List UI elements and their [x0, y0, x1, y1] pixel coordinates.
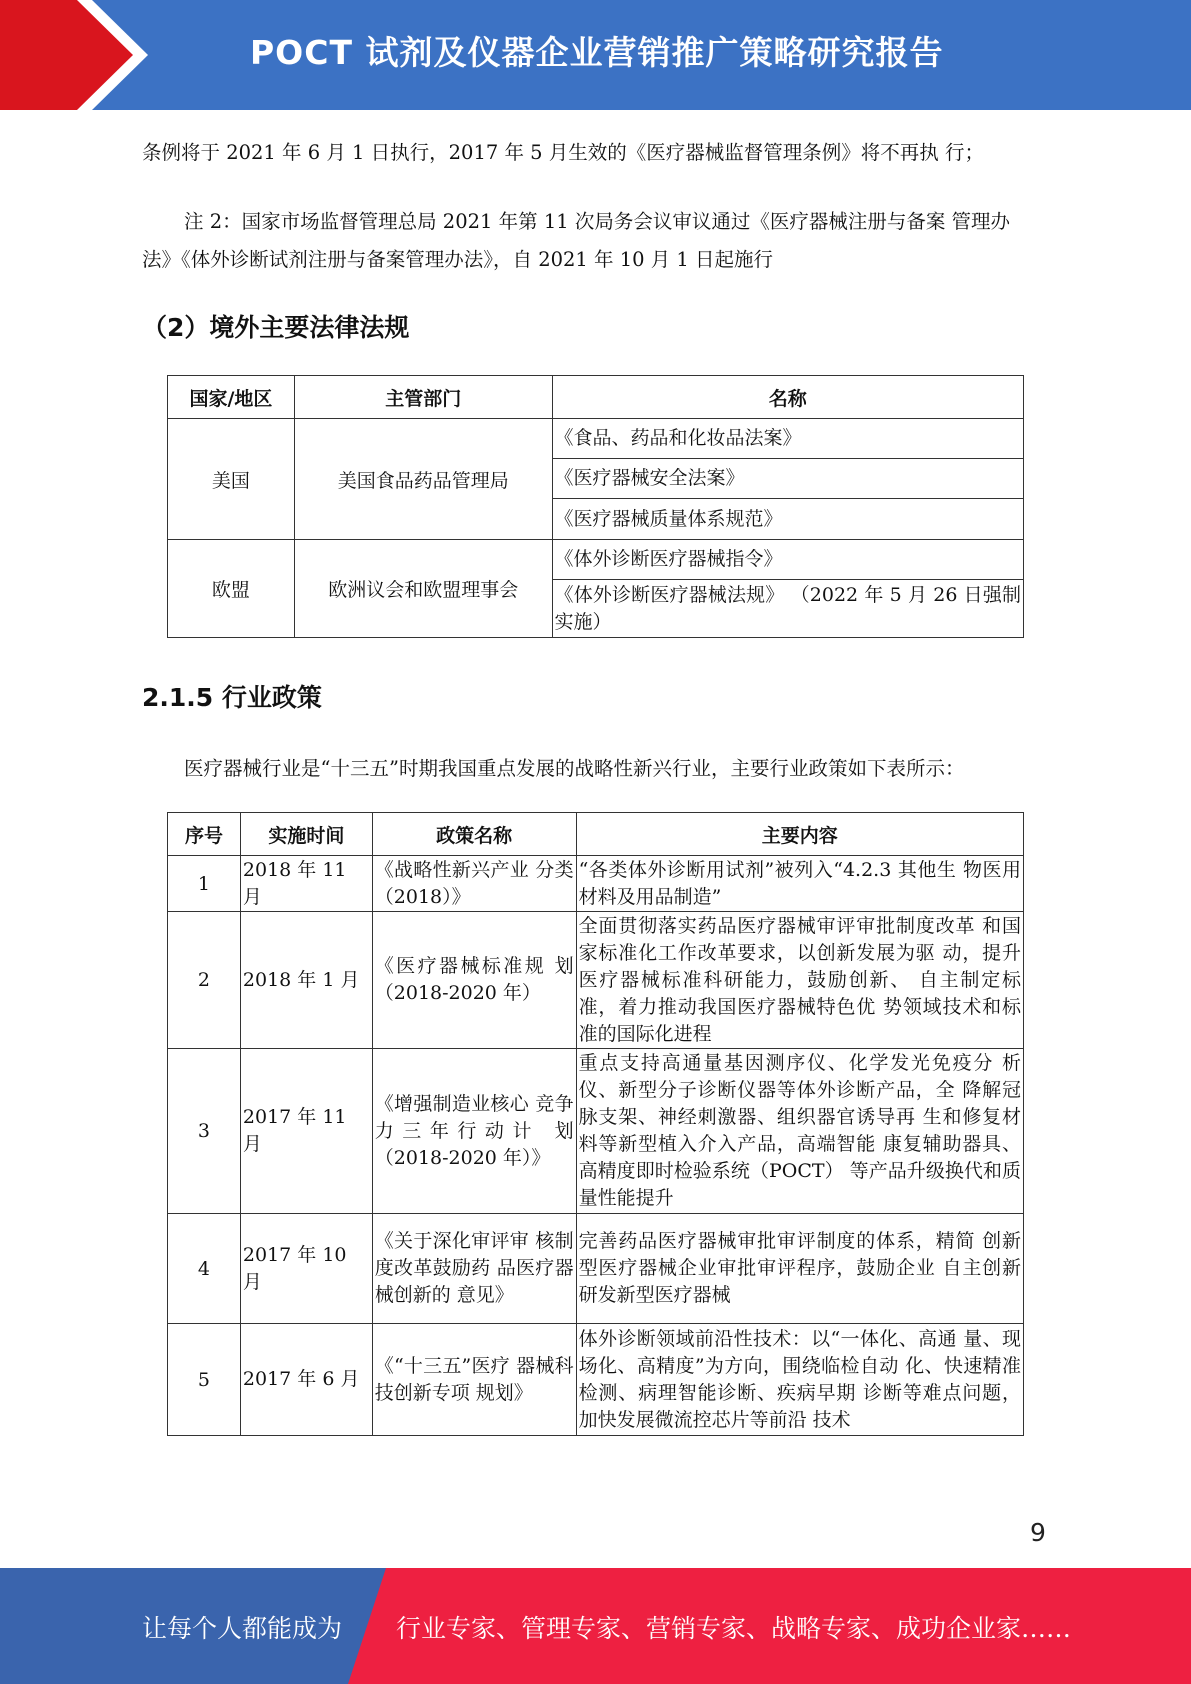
header-red-arrow-decoration	[0, 0, 150, 110]
table-header-row	[168, 813, 1024, 856]
footer-slogan-left: 让每个人都能成为	[142, 1614, 343, 1643]
column-header-dept: 主管部门	[294, 376, 552, 419]
column-header-no: 序号	[168, 813, 241, 856]
policy-name-cell: 《“十三五”医疗 器械科技创新专项 规划》	[372, 1324, 576, 1436]
law-name-cell: 《体外诊断医疗器械指令》	[552, 540, 1023, 580]
date-cell: 2017 年 11 月	[240, 1049, 372, 1214]
policy-name-cell: 《增强制造业核心 竞争力三年行动计 划（2018-2020 年）》	[372, 1049, 576, 1214]
page-footer	[0, 1568, 1191, 1684]
paragraph-note-2: 注 2：国家市场监督管理总局 2021 年第 11 次局务会议审议通过《医疗器械注册与备案 管理办法》《体外诊断试剂注册与备案管理办法》，自 2021 年 10 月 1 日起施行	[142, 210, 1011, 271]
table-row	[168, 1324, 1024, 1436]
column-header-country: 国家/地区	[168, 376, 295, 419]
table-row	[168, 856, 1024, 912]
table-row	[168, 540, 1024, 580]
dept-cell: 欧洲议会和欧盟理事会	[294, 540, 552, 638]
footer-slogan-right: 行业专家、管理专家、营销专家、战略专家、成功企业家……	[396, 1614, 1072, 1643]
date-cell: 2018 年 1 月	[240, 912, 372, 1049]
table-row	[168, 1049, 1024, 1214]
column-header-content: 主要内容	[576, 813, 1023, 856]
page-number: 9	[1030, 1518, 1046, 1547]
row-number-cell: 2	[168, 912, 241, 1049]
date-cell: 2018 年 11 月	[240, 856, 372, 912]
dept-cell: 美国食品药品管理局	[294, 419, 552, 540]
heading-foreign-laws: （2）境外主要法律法规	[142, 313, 410, 342]
date-cell: 2017 年 6 月	[240, 1324, 372, 1436]
industry-policy-table	[167, 812, 1024, 1436]
law-name-cell: 《体外诊断医疗器械法规》 （2022 年 5 月 26 日强制实施）	[552, 580, 1023, 638]
paragraph-regulation-continuation: 条例将于 2021 年 6 月 1 日执行，2017 年 5 月生效的《医疗器械监督管理条例》将不再执 行；	[142, 141, 984, 164]
column-header-policy-name: 政策名称	[372, 813, 576, 856]
heading-industry-policy: 2.1.5 行业政策	[142, 683, 322, 712]
row-number-cell: 1	[168, 856, 241, 912]
table-row	[168, 912, 1024, 1049]
policy-name-cell: 《关于深化审评审 核制度改革鼓励药 品医疗器械创新的 意见》	[372, 1214, 576, 1324]
law-name-cell: 《医疗器械质量体系规范》	[552, 499, 1023, 540]
content-cell: 完善药品医疗器械审批审评制度的体系，精简 创新型医疗器械企业审批审评程序，鼓励企业 自主创新研发新型医疗器械	[576, 1214, 1023, 1324]
table-row	[168, 1214, 1024, 1324]
report-title: POCT 试剂及仪器企业营销推广策略研究报告	[250, 33, 944, 72]
date-cell: 2017 年 10 月	[240, 1214, 372, 1324]
paragraph-policy-intro: 医疗器械行业是“十三五”时期我国重点发展的战略性新兴行业，主要行业政策如下表所示：	[184, 757, 965, 780]
column-header-name: 名称	[552, 376, 1023, 419]
page-header	[0, 0, 1191, 110]
row-number-cell: 5	[168, 1324, 241, 1436]
row-number-cell: 3	[168, 1049, 241, 1214]
content-cell: 重点支持高通量基因测序仪、化学发光免疫分 析仪、新型分子诊断仪器等体外诊断产品，全 降解冠脉支架、神经刺激器、组织器官诱导再 生和修复材料等新型植入介入产品，高端智能 康复辅助器具、高精度即时检验系统（POCT） 等产品升级换代和质量性能提升	[576, 1049, 1023, 1214]
policy-name-cell: 《战略性新兴产业 分类（2018）》	[372, 856, 576, 912]
country-cell: 欧盟	[168, 540, 295, 638]
law-name-cell: 《医疗器械安全法案》	[552, 459, 1023, 499]
row-number-cell: 4	[168, 1214, 241, 1324]
column-header-date: 实施时间	[240, 813, 372, 856]
content-cell: 体外诊断领域前沿性技术：以“一体化、高通 量、现场化、高精度”为方向，围绕临检自动 化、快速精准检测、病理智能诊断、疾病早期 诊断等难点问题，加快发展微流控芯片等前沿 技术	[576, 1324, 1023, 1436]
content-cell: “各类体外诊断用试剂”被列入“4.2.3 其他生 物医用材料及用品制造”	[576, 856, 1023, 912]
foreign-laws-table	[167, 375, 1024, 638]
table-header-row	[168, 376, 1024, 419]
country-cell: 美国	[168, 419, 295, 540]
law-name-cell: 《食品、药品和化妆品法案》	[552, 419, 1023, 459]
policy-name-cell: 《医疗器械标准规 划（2018-2020 年）	[372, 912, 576, 1049]
content-cell: 全面贯彻落实药品医疗器械审评审批制度改革 和国家标准化工作改革要求，以创新发展为驱 动，提升医疗器械标准科研能力，鼓励创新、 自主制定标准，着力推动我国医疗器械特色优 势领域技术和标准的国际化进程	[576, 912, 1023, 1049]
table-row	[168, 419, 1024, 459]
